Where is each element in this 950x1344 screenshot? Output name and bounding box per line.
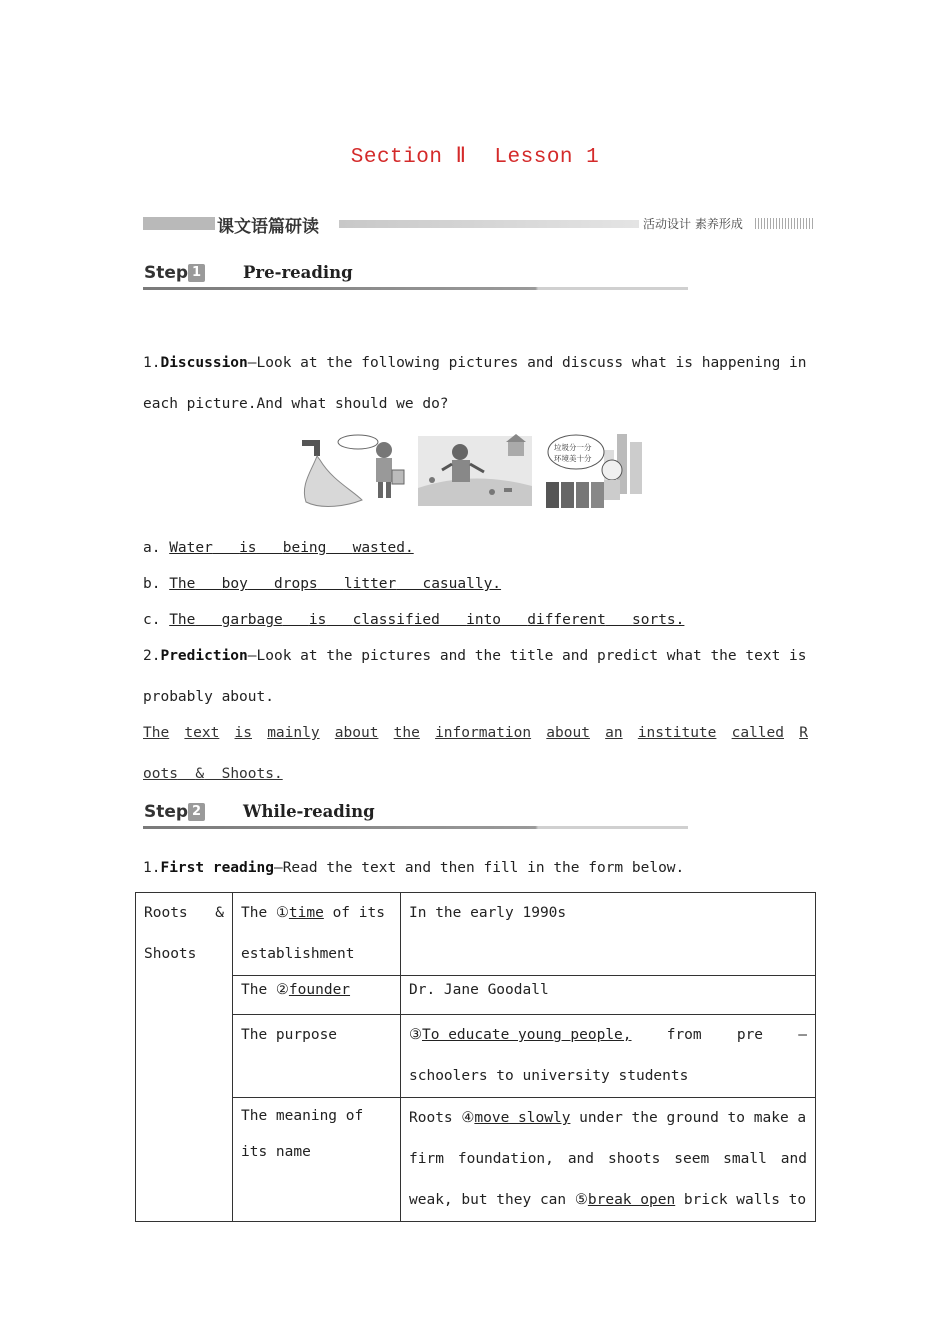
answer-word: text	[184, 725, 220, 741]
page-title	[0, 143, 950, 169]
cell-text: In the early 1990s	[409, 905, 567, 921]
answer-word: information	[435, 725, 532, 741]
blank-answer: time	[288, 905, 324, 921]
cell-text: foundation,	[457, 1151, 554, 1167]
step-1-heading	[143, 263, 688, 291]
answer-word: is	[308, 612, 327, 628]
answer-word: &	[195, 766, 205, 782]
table-row	[136, 893, 816, 976]
answer-word: sorts.	[632, 612, 685, 628]
prediction-answer-line-2	[143, 766, 808, 782]
cell-text: ③	[409, 1027, 422, 1043]
prediction-line-2: probably about.	[143, 689, 274, 705]
question-number: 2.	[143, 648, 161, 664]
blank-answer: founder	[288, 982, 351, 998]
cell-text: from	[666, 1027, 702, 1043]
answer-word: about	[546, 725, 590, 741]
table-cell-label	[233, 1098, 401, 1222]
answer-word: The	[169, 612, 196, 628]
table-cell-value	[401, 1098, 816, 1222]
answer-b	[143, 576, 808, 592]
cell-line	[409, 1015, 807, 1056]
cell-text: brick walls to	[683, 1192, 807, 1208]
answer-word: is	[239, 540, 257, 556]
banner-subtitle: 活动设计 素养形成	[643, 217, 743, 231]
cell-line	[409, 1098, 807, 1139]
garbage-sorting-picture	[546, 434, 642, 508]
step-underline	[143, 287, 688, 290]
first-reading-keyword: First reading	[160, 860, 274, 876]
step-number-badge: 2	[188, 803, 205, 821]
discussion-line-2: each picture.And what should we do?	[143, 396, 449, 412]
banner-heading: 课文语篇研读	[217, 217, 319, 237]
answer-word: drops	[274, 576, 318, 592]
banner-left-bar	[143, 217, 215, 230]
litter-picture	[418, 434, 532, 506]
table-cell-label	[233, 893, 401, 976]
table-row	[136, 976, 816, 1015]
discussion-text: —Look at the following pictures and discuss what is happening in	[247, 355, 807, 371]
cell-text: its name	[241, 1144, 311, 1160]
answer-word: litter	[343, 576, 397, 592]
answer-word: an	[605, 725, 623, 741]
info-table	[135, 892, 816, 1222]
question-number: 1.	[143, 355, 161, 371]
answer-word: called	[731, 725, 784, 741]
discussion-line-1	[143, 355, 808, 371]
cell-line	[144, 893, 224, 934]
answer-word: the	[393, 725, 420, 741]
step-label: Step	[144, 263, 189, 283]
table-row	[136, 1098, 816, 1222]
banner-middle-bar	[339, 220, 639, 228]
blank-answer: move slowly	[474, 1110, 571, 1126]
cell-text: establishment	[241, 946, 355, 962]
first-reading-text: —Read the text and then fill in the form below.	[273, 860, 685, 876]
prediction-line-1	[143, 648, 808, 664]
prediction-text: —Look at the pictures and the title and predict what the text is	[247, 648, 807, 664]
prediction-answer-line-1	[143, 725, 808, 741]
cell-line	[241, 893, 392, 934]
table-cell-label	[233, 976, 401, 1015]
answer-word: wasted.	[352, 540, 414, 556]
bubble-text-2: 环境美十分	[554, 454, 592, 463]
cell-text: —	[798, 1027, 807, 1043]
table-cell-name	[136, 893, 233, 1222]
answer-word: mainly	[267, 725, 320, 741]
running-tap-picture	[302, 435, 404, 506]
first-reading-line	[143, 860, 808, 876]
table-cell-value	[401, 1015, 816, 1098]
step-number-badge: 1	[188, 264, 205, 282]
banner-right-hatch	[755, 218, 815, 229]
table-row	[136, 1015, 816, 1098]
cell-text: and	[567, 1151, 595, 1167]
answer-word: R	[799, 725, 808, 741]
cell-line	[409, 1139, 807, 1180]
answer-word: boy	[221, 576, 248, 592]
answer-letter: c.	[143, 612, 161, 628]
answer-c	[143, 612, 808, 628]
step-name: While-reading	[243, 802, 375, 821]
illustration-svg	[292, 430, 658, 514]
bubble-text-1: 垃圾分一分	[554, 443, 592, 452]
question-number: 1.	[143, 860, 161, 876]
cell-text: firm	[409, 1151, 444, 1167]
blank-answer: To educate young people,	[422, 1027, 632, 1043]
answer-word: different	[527, 612, 606, 628]
answer-word: The	[169, 576, 196, 592]
blank-answer: break open	[587, 1192, 676, 1208]
answer-word: Shoots.	[221, 766, 283, 782]
cell-text: The ①	[241, 905, 289, 921]
table-cell-value	[401, 893, 816, 976]
step-name: Pre-reading	[243, 263, 353, 282]
section-title: Section Ⅱ	[350, 146, 467, 169]
answer-letter: b.	[143, 576, 161, 592]
step-underline	[143, 826, 688, 829]
cell-text: Roots ④	[409, 1110, 475, 1126]
cell-text: &	[215, 905, 224, 921]
cell-text: small	[723, 1151, 767, 1167]
cell-text: The purpose	[241, 1027, 338, 1043]
step-label: Step	[144, 802, 189, 822]
prediction-keyword: Prediction	[160, 648, 248, 664]
answer-word: garbage	[221, 612, 283, 628]
table-cell-value	[401, 976, 816, 1015]
cell-text: The meaning of	[241, 1108, 364, 1124]
cell-text: pre	[736, 1027, 764, 1043]
step-2-heading	[143, 802, 688, 830]
discussion-keyword: Discussion	[160, 355, 248, 371]
cell-line	[409, 1180, 807, 1221]
answer-word: Water	[169, 540, 213, 556]
table-cell-label	[233, 1015, 401, 1098]
cell-text: under the ground to make a	[579, 1110, 807, 1126]
answer-word: being	[282, 540, 327, 556]
section-banner	[143, 212, 815, 236]
cell-text: of its	[323, 905, 385, 921]
answer-word: is	[234, 725, 252, 741]
answer-letter: a.	[143, 540, 161, 556]
cell-text: weak, but they can ⑤	[409, 1192, 588, 1208]
answer-word: institute	[637, 725, 717, 741]
cell-text: seem	[674, 1151, 710, 1167]
answer-a	[143, 540, 808, 556]
answer-word: into	[466, 612, 502, 628]
cell-text: schoolers to university students	[409, 1068, 689, 1084]
cell-text: Dr. Jane Goodall	[409, 982, 549, 998]
lesson-title: Lesson 1	[494, 146, 600, 169]
cell-text: Roots	[144, 905, 188, 921]
answer-word: classified	[352, 612, 440, 628]
answer-word: casually.	[422, 576, 502, 592]
cell-text: and	[780, 1151, 807, 1167]
answer-word: about	[334, 725, 379, 741]
cell-text: Shoots	[144, 946, 197, 962]
cell-text: shoots	[607, 1151, 661, 1167]
cell-text: The ②	[241, 982, 289, 998]
illustrations	[292, 430, 658, 514]
answer-word: The	[143, 725, 170, 741]
answer-word: oots	[143, 766, 178, 782]
